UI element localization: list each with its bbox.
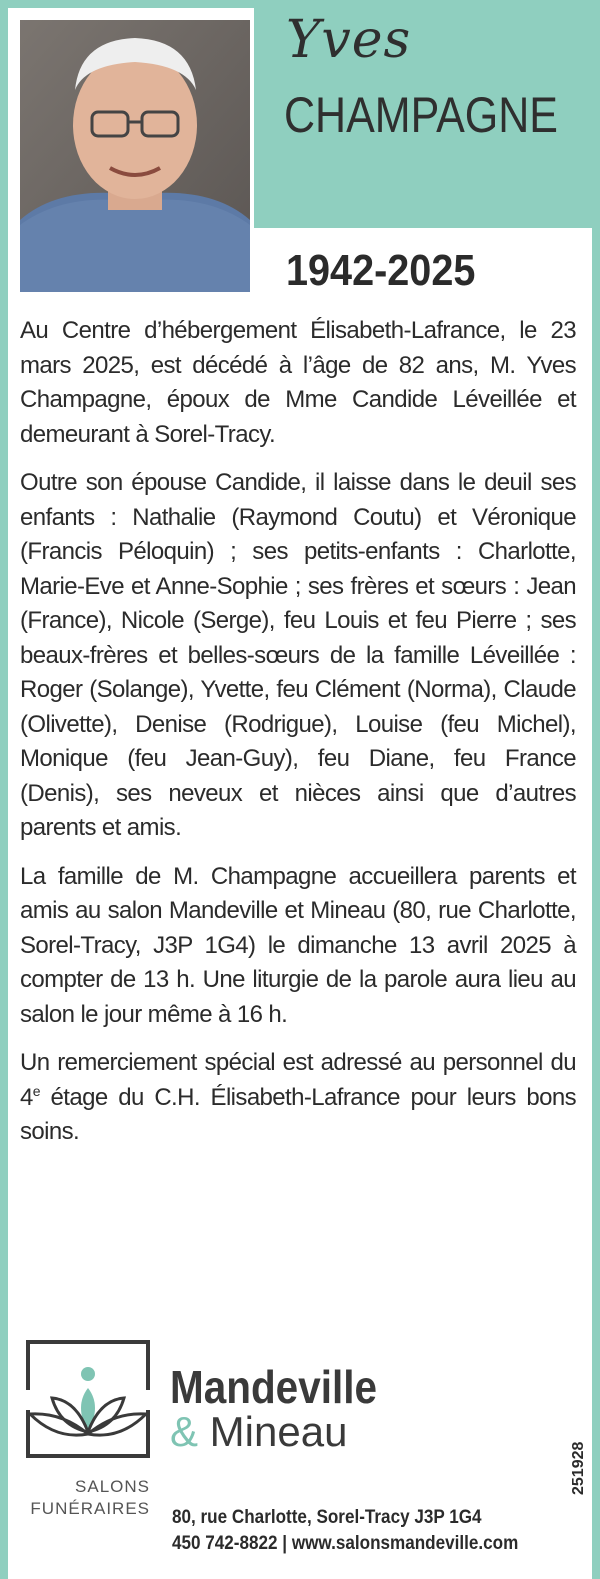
paragraph-death-notice: Au Centre d’hébergement Élisabeth-Lafrance, le 23 mars 2025, est décédé à l’âge de 82 ans, M. Yves Champagne, époux de Mme Candide Léveillée et demeurant à Sorel-Tracy. [20, 317, 576, 448]
thanks-text-a: Un remerciement spécial est adressé au personnel du 4 [20, 1049, 576, 1111]
contact-info [172, 1505, 518, 1557]
paragraph-visitation: La famille de M. Champagne accueillera parents et amis au salon Mandeville et Mineau (80, rue Charlotte, Sorel-Tracy, J3P 1G4) le dimanche 13 avril 2025 à compter de 13 h. Une liturgie de la parole aura lieu au salon le jour même à 16 h. [20, 862, 576, 1028]
last-name: CHAMPAGNE [284, 87, 558, 143]
obituary-text [20, 314, 576, 1164]
brand-ampersand: & [170, 1408, 199, 1455]
brand-mineau: Mineau [198, 1408, 348, 1455]
lotus-logo-icon [26, 1340, 150, 1458]
portrait-image [20, 20, 250, 292]
photo-frame [8, 8, 254, 292]
paragraph-survivors: Outre son épouse Candide, il laisse dans le deuil ses enfants : Nathalie (Raymond Coutu) et Véronique (Francis Péloquin) ; ses petits-enfants : Charlotte, Marie-Eve et Anne-Sophie ; ses frères et sœurs : Jean (France), Nicole (Serge), feu Louis et feu Pierre ; ses beaux-frères et belles-sœurs de la famille Léveillée : Roger (Solange), Yvette, feu Clément (Norma), Claude (Olivette), Denise (Rodrigue), Louise (feu Michel), Monique (feu Jean-Guy), feu Diane, feu France (Denis), ses neveux et nièces ainsi que d’autres parents et amis. [20, 469, 576, 841]
brand-name-line2 [170, 1408, 347, 1456]
phone-and-website: 450 742-8822 | www.salonsmandeville.com [172, 1533, 519, 1554]
salons-funeraires-label [26, 1476, 150, 1520]
paragraph-thanks [20, 1046, 576, 1150]
first-name: Yves [286, 10, 412, 70]
salons-label: SALONS [75, 1477, 150, 1496]
funeraires-label: FUNÉRAIRES [30, 1499, 150, 1518]
brand-name-line1: Mandeville [170, 1361, 377, 1413]
life-years: 1942-2025 [286, 246, 476, 295]
ad-reference-number: 251928 [570, 1441, 587, 1495]
portrait-photo [20, 20, 250, 292]
ordinal-superscript: e [32, 1082, 40, 1099]
thanks-text-b: étage du C.H. Élisabeth-Lafrance pour leurs bons soins. [20, 1083, 576, 1145]
address: 80, rue Charlotte, Sorel-Tracy J3P 1G4 [172, 1507, 482, 1528]
